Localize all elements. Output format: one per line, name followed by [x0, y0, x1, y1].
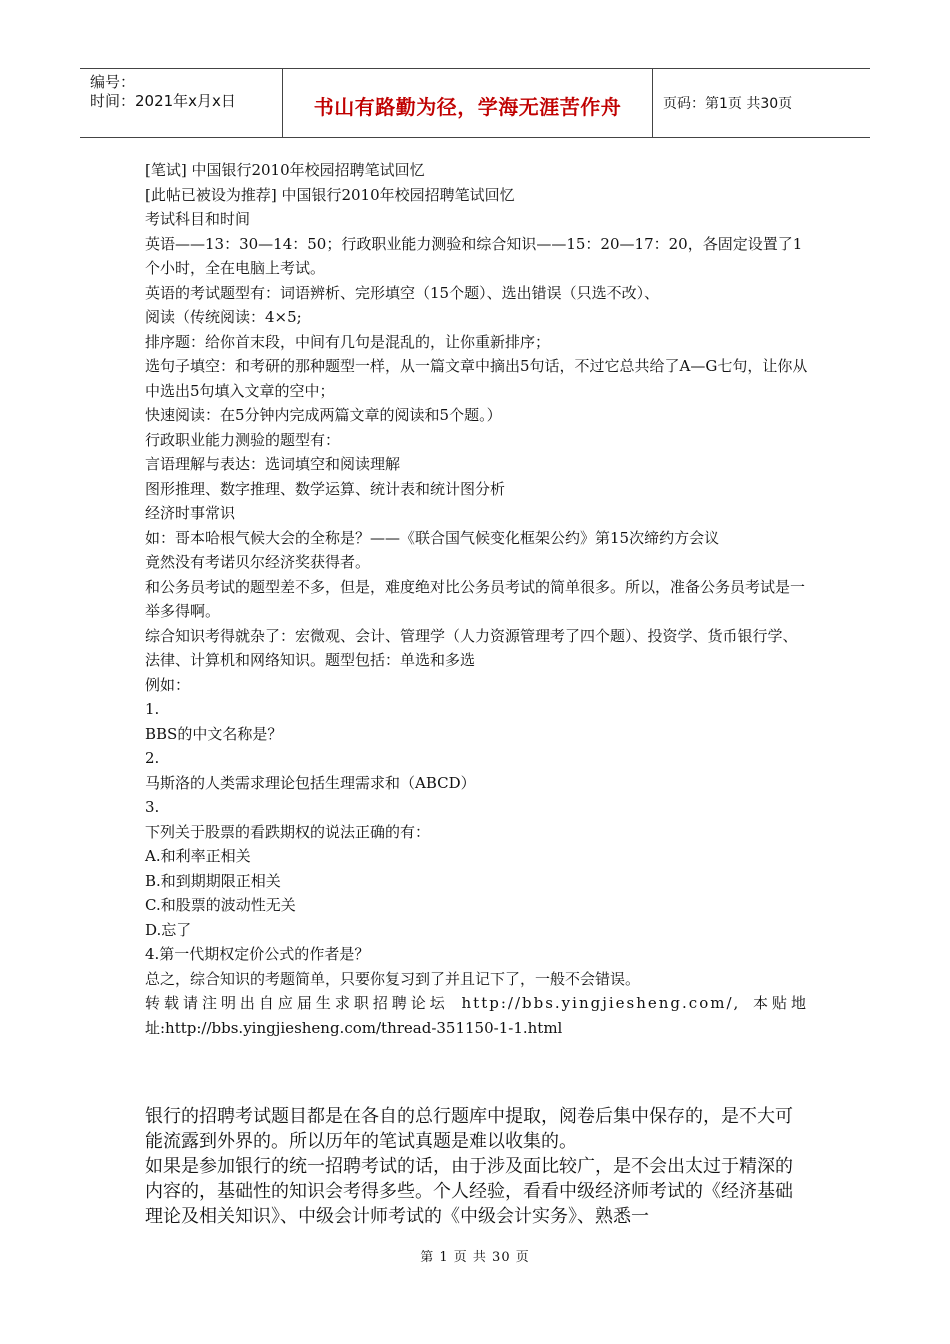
body-line: 如：哥本哈根气候大会的全称是？——《联合国气候变化框架公约》第15次缔约方会议 — [145, 528, 720, 547]
document-body — [145, 158, 808, 1040]
body-line: 经济时事常识 — [145, 504, 236, 522]
document-body-large — [145, 1104, 808, 1229]
motto-text: 书山有路勤为径，学海无涯苦作舟 — [313, 94, 622, 119]
body-line: 3. — [145, 798, 160, 816]
body-line: 英语的考试题型有：词语辨析、完形填空（15个题）、选出错误（只选不改）、 — [145, 283, 660, 302]
body-line: 例如： — [145, 675, 191, 694]
body-line: 言语理解与表达：选词填空和阅读理解 — [145, 455, 401, 473]
body-line: 竟然没有考诺贝尔经济奖获得者。 — [145, 553, 371, 571]
page-info: 页码：第1页 共30页 — [663, 96, 793, 112]
body-line: 英语——13：30—14：50；行政职业能力测验和综合知识——15：20—17：20，各固定设置了1个小时，全在电脑上考试。 — [145, 234, 803, 277]
body-line: 4.第一代期权定价公式的作者是？ — [145, 945, 370, 963]
time-label: 时间：2021年x月x日 — [90, 92, 236, 110]
body-line: 阅读（传统阅读：4×5; — [145, 308, 302, 326]
repost-notice-line2: 址:http://bbs.yingjiesheng.com/thread-351150-1-1.html — [145, 1018, 563, 1037]
body-line: 马斯洛的人类需求理论包括生理需求和（ABCD） — [145, 773, 476, 792]
body-line: 排序题：给你首末段，中间有几句是混乱的，让你重新排序； — [145, 332, 551, 351]
repost-notice-line1: 转载请注明出自应届生求职招聘论坛 http://bbs.yingjiesheng.com/, 本贴地 — [145, 994, 808, 1012]
body-line: 和公务员考试的题型差不多，但是，难度绝对比公务员考试的简单很多。所以，准备公务员考试是一举多得啊。 — [145, 577, 806, 620]
body-line: A.和利率正相关 — [145, 847, 251, 865]
body-line: 考试科目和时间 — [145, 210, 251, 228]
header-table — [80, 68, 870, 138]
body-line: [笔试] 中国银行2010年校园招聘笔试回忆 — [145, 161, 425, 179]
body-line: 1. — [145, 700, 160, 718]
body-line: [此帖已被设为推荐] 中国银行2010年校园招聘笔试回忆 — [145, 185, 515, 204]
header-meta-cell — [80, 69, 283, 137]
header-motto-cell — [283, 69, 653, 137]
body-line: 快速阅读：在5分钟内完成两篇文章的阅读和5个题。） — [145, 406, 502, 424]
large-paragraph: 如果是参加银行的统一招聘考试的话，由于涉及面比较广，是不会出太过于精深的内容的，基础性的知识会考得多些。个人经验，看看中级经济师考试的《经济基础理论及相关知识》、中级会计师考试的《中级会计实务》、熟悉一 — [145, 1156, 793, 1227]
body-line: 图形推理、数字推理、数学运算、统计表和统计图分析 — [145, 479, 506, 498]
body-line: 选句子填空：和考研的那种题型一样，从一篇文章中摘出5句话，不过它总共给了A—G七句，让你从中选出5句填入文章的空中； — [145, 357, 808, 400]
body-line: C.和股票的波动性无关 — [145, 896, 296, 914]
body-line: 综合知识考得就杂了：宏微观、会计、管理学（人力资源管理考了四个题）、投资学、货币银行学、法律、计算机和网络知识。题型包括：单选和多选 — [145, 626, 798, 669]
large-paragraph: 银行的招聘考试题目都是在各自的总行题库中提取，阅卷后集中保存的，是不大可能流露到外界的。所以历年的笔试真题是难以收集的。 — [145, 1106, 793, 1152]
body-line: BBS的中文名称是？ — [145, 724, 283, 743]
body-line: 下列关于股票的看跌期权的说法正确的有： — [145, 822, 431, 841]
body-line: 行政职业能力测验的题型有： — [145, 430, 341, 449]
body-line: B.和到期期限正相关 — [145, 871, 281, 890]
body-line: D.忘了 — [145, 920, 192, 939]
header-page-cell — [653, 69, 870, 137]
number-label: 编号： — [90, 73, 136, 91]
body-line: 2. — [145, 749, 160, 767]
body-line: 总之，综合知识的考题简单，只要你复习到了并且记下了，一般不会错误。 — [145, 969, 641, 988]
page-footer: 第 1 页 共 30 页 — [420, 1250, 530, 1265]
